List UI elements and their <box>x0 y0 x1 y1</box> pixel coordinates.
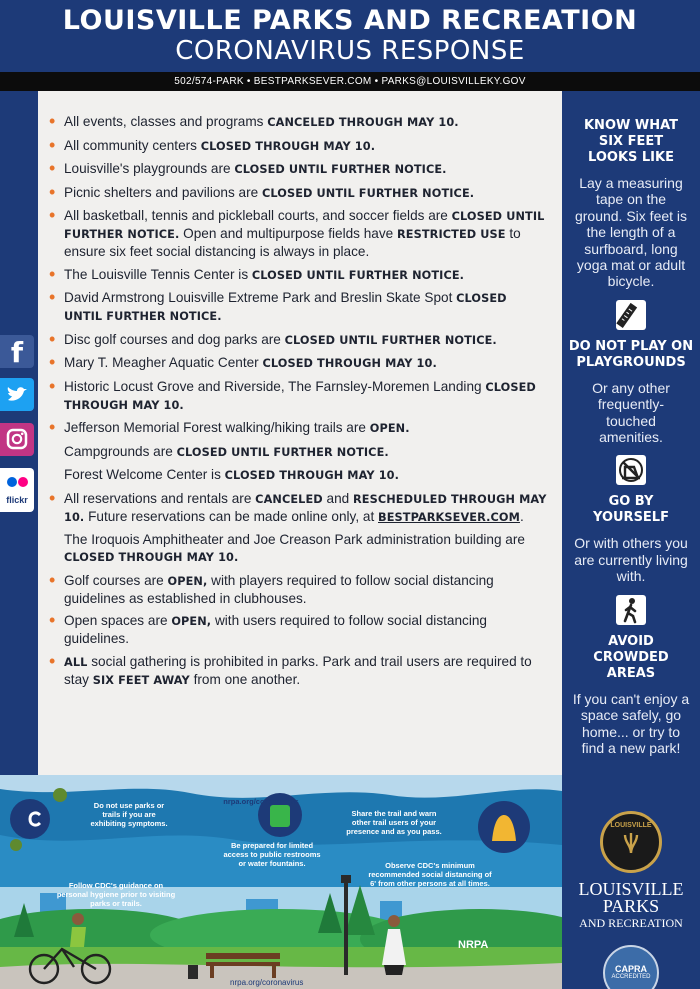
seal-text: LOUISVILLE <box>610 822 652 829</box>
list-item: • Golf courses are OPEN, with players required to follow social distancing guidelines as established in clubhouses. <box>38 572 562 607</box>
tip-heading: DO NOT PLAY ON PLAYGROUNDS <box>568 338 694 370</box>
no-playground-icon <box>616 455 646 485</box>
list-item: • Picnic shelters and pavilions are CLOSED UNTIL FURTHER NOTICE. <box>38 184 562 202</box>
page-subtitle: CORONAVIRUS RESPONSE <box>175 36 525 66</box>
list-item: • All basketball, tennis and pickleball courts, and soccer fields are CLOSED UNTIL FURTHER NOTICE. Open and multipurpose fields have RESTRICTED USE to ensure six feet social distancing is always in place. <box>38 207 562 260</box>
flickr-icon[interactable] <box>0 468 34 512</box>
tip-hygiene: Follow CDC's guidance on personal hygiene prior to visiting parks or trails. <box>56 881 176 908</box>
list-item: • David Armstrong Louisville Extreme Park and Breslin Skate Spot CLOSED UNTIL FURTHER NOTICE. <box>38 289 562 325</box>
brand-line-2: PARKS <box>602 896 660 916</box>
capra-label: CAPRA <box>614 964 647 974</box>
list-item: • Louisville's playgrounds are CLOSED UNTIL FURTHER NOTICE. <box>38 160 562 178</box>
list-item: • All reservations and rentals are CANCELED and RESCHEDULED THROUGH MAY 10. Future reservations can be made online only, at BESTPARKSEVER.COM. <box>38 490 562 526</box>
list-item: • All community centers CLOSED THROUGH MAY 10. <box>38 137 562 155</box>
nrpa-logo: NRPA <box>458 939 489 951</box>
twitter-icon[interactable] <box>0 378 34 411</box>
louisville-parks-logo <box>562 775 700 989</box>
contact-bar: 502/574-PARK • BESTPARKSEVER.COM • PARKS@LOUISVILLEKY.GOV <box>0 72 700 91</box>
tip-text: Or with others you are currently living with. <box>574 535 688 585</box>
list-item: The Iroquois Amphitheater and Joe Creason Park administration building are CLOSED THROUGH MAY 10. <box>64 532 525 564</box>
tip-distancing: Observe CDC's minimum recommended social distancing of 6' from other persons at all times. <box>368 861 492 888</box>
tips-sidebar <box>562 91 700 775</box>
walking-person-icon <box>616 595 646 625</box>
facebook-icon[interactable]: f <box>0 335 34 368</box>
closures-list <box>38 91 562 689</box>
tip-heading: GO BY YOURSELF <box>593 494 669 526</box>
list-item: • Mary T. Meagher Aquatic Center CLOSED THROUGH MAY 10. <box>38 354 562 372</box>
list-item: • Jefferson Memorial Forest walking/hiking trails are OPEN. <box>38 419 562 437</box>
page-title: LOUISVILLE PARKS AND RECREATION <box>62 5 638 36</box>
capra-sublabel: ACCREDITED <box>611 974 651 980</box>
brand-line-1: LOUISVILLE <box>578 879 684 899</box>
city-seal-icon <box>600 811 662 873</box>
social-links <box>0 335 38 531</box>
tip-restrooms: Be prepared for limited access to public restrooms or water fountains. <box>223 841 321 868</box>
list-item: • All events, classes and programs CANCELED THROUGH MAY 10. <box>38 113 562 131</box>
tip-text: Or any other frequently-touched amenities. <box>592 379 670 446</box>
list-item: • Open spaces are OPEN, with users required to follow social distancing guidelines. <box>38 612 562 647</box>
tip-text: Lay a measuring tape on the ground. Six feet is the length of a surfboard, long yoga mat or adult bicycle. <box>574 175 688 290</box>
tip-text: If you can't enjoy a space safely, go home... or try to find a new park! <box>572 690 690 756</box>
nrpa-url[interactable]: nrpa.org/coronavirus <box>223 797 299 806</box>
tip-heading: AVOID CROWDED AREAS <box>593 633 669 681</box>
list-item: Campgrounds are CLOSED UNTIL FURTHER NOTICE. <box>64 443 389 459</box>
list-item: Forest Welcome Center is CLOSED THROUGH MAY 10. <box>64 467 400 482</box>
tip-symptoms: Do not use parks or trails if you are exhibiting symptoms. <box>90 801 168 828</box>
instagram-icon[interactable] <box>0 423 34 456</box>
closures-panel <box>38 91 562 775</box>
capra-badge <box>603 945 659 989</box>
website-link[interactable]: BESTPARKSEVER.COM <box>378 510 520 524</box>
measuring-tape-icon <box>616 300 646 330</box>
flickr-label: flickr <box>6 495 28 505</box>
brand-line-3: AND RECREATION <box>579 916 683 930</box>
list-item: • Disc golf courses and dog parks are CLOSED UNTIL FURTHER NOTICE. <box>38 331 562 349</box>
nrpa-illustration <box>0 775 562 989</box>
list-item: • The Louisville Tennis Center is CLOSED UNTIL FURTHER NOTICE. <box>38 266 562 284</box>
list-item: • ALL social gathering is prohibited in parks. Park and trail users are required to stay SIX FEET AWAY from one another. <box>38 653 562 689</box>
list-item: • Historic Locust Grove and Riverside, The Farnsley-Moremen Landing CLOSED THROUGH MAY 10. <box>38 378 562 414</box>
header <box>0 0 700 72</box>
nrpa-url-bottom[interactable]: nrpa.org/coronavirus <box>230 978 304 987</box>
tip-heading: KNOW WHAT SIX FEET LOOKS LIKE <box>583 118 678 165</box>
tip-share-trail: Share the trail and warn other trail users of your presence and as you pass. <box>346 809 442 836</box>
